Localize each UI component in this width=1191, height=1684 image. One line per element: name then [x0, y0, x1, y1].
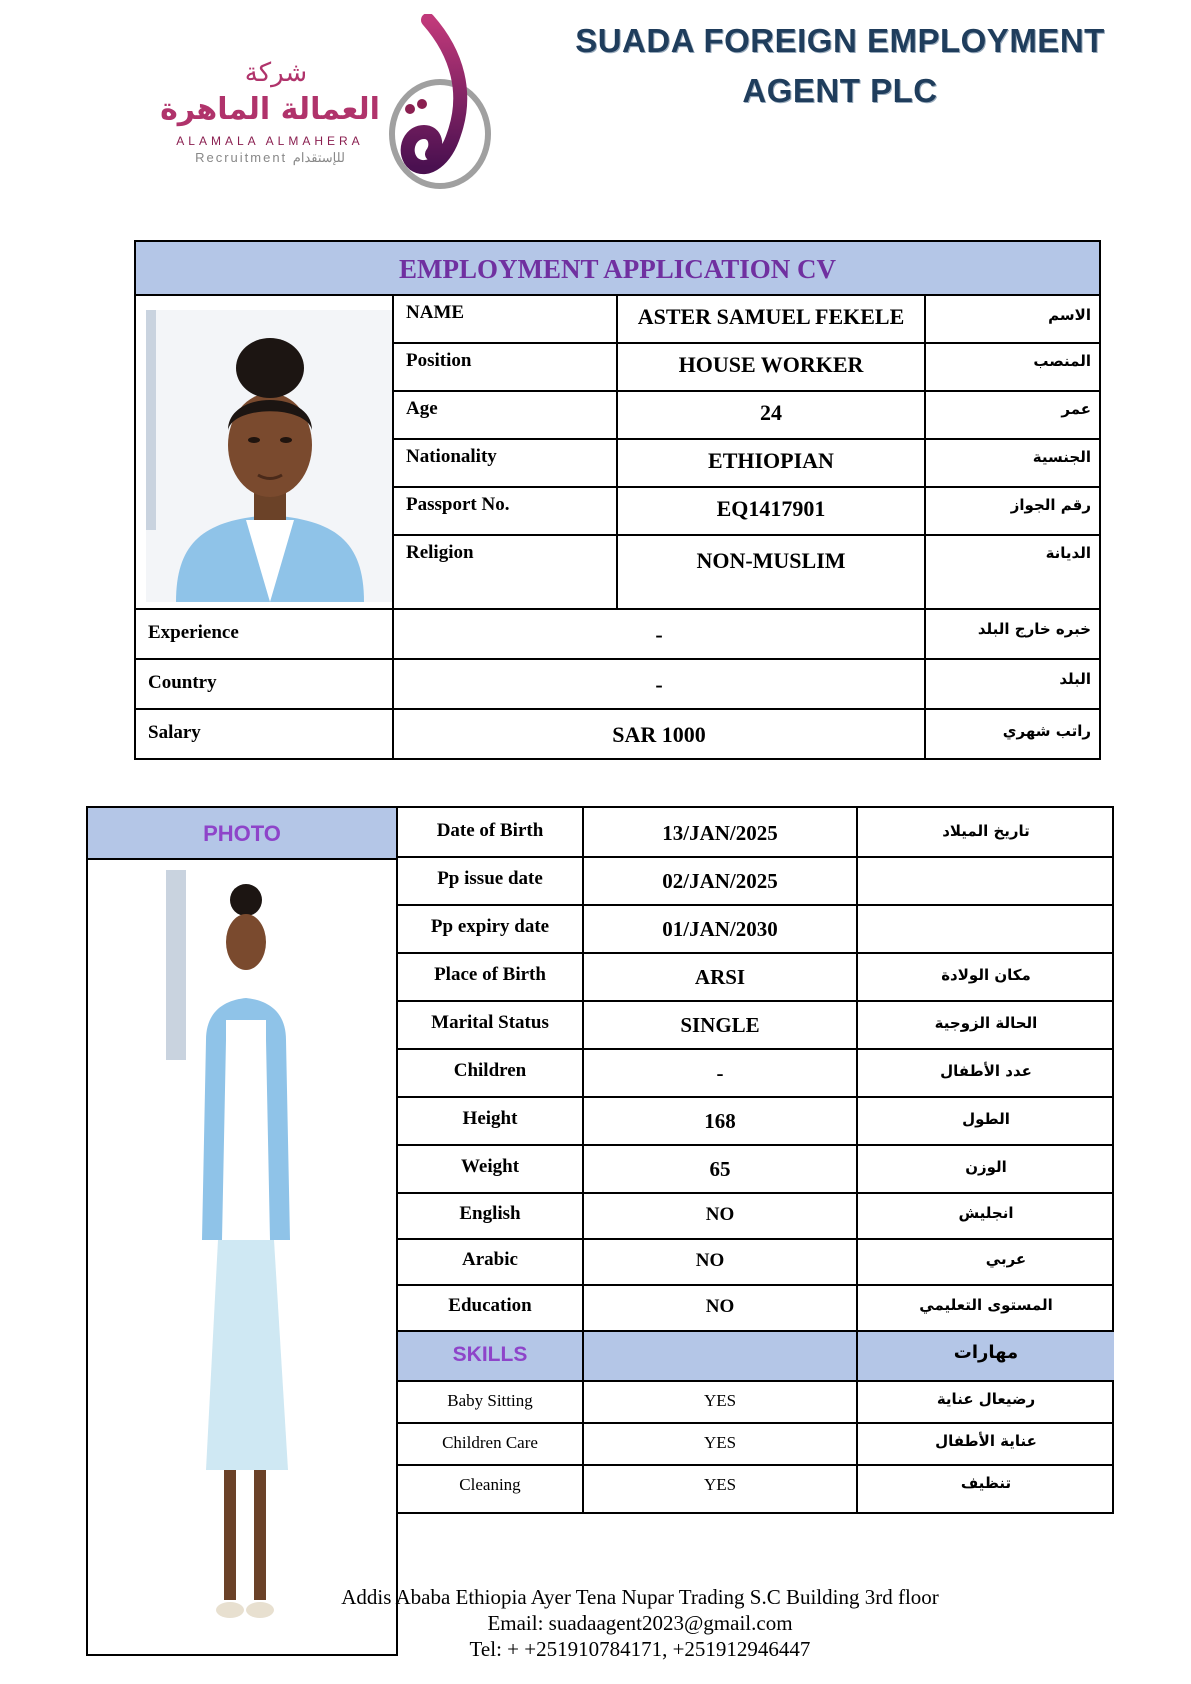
cv-summary-table [134, 240, 1101, 760]
details-table [398, 806, 1114, 1514]
religion-arabic: الديانة [1045, 544, 1091, 562]
place-of-birth-value: ARSI [694, 965, 746, 989]
logo-arabic-line2: العمالة الماهرة [160, 92, 380, 127]
dob-label: Date of Birth [436, 820, 544, 841]
skills-header-arabic: مهارات [953, 1342, 1019, 1363]
footer-phone: Tel: + +251910784171, +251912946447 [469, 1637, 811, 1661]
nationality-label: Nationality [406, 446, 497, 467]
country-arabic: البلد [1059, 670, 1091, 688]
passport-arabic: رقم الجواز [1010, 496, 1091, 514]
skills-header: SKILLS [452, 1343, 528, 1366]
english-arabic: انجليش [958, 1204, 1014, 1222]
age-label: Age [406, 398, 438, 419]
arabic-label: Arabic [462, 1249, 518, 1270]
education-value: NO [705, 1296, 735, 1317]
weight-arabic: الوزن [965, 1158, 1007, 1176]
details-section [86, 806, 1114, 1656]
place-of-birth-label: Place of Birth [434, 964, 546, 985]
marital-status-value: SINGLE [680, 1013, 760, 1037]
position-arabic: المنصب [1033, 352, 1091, 370]
weight-value: 65 [709, 1157, 731, 1181]
salary-label: Salary [148, 722, 201, 743]
skill-children-care-value: YES [703, 1433, 737, 1452]
company-name [570, 16, 1110, 116]
marital-status-label: Marital Status [431, 1012, 549, 1033]
skill-children-care-arabic: عناية الأطفال [935, 1432, 1037, 1450]
skill-children-care-label: Children Care [442, 1433, 538, 1452]
logo-arabic-line1: شركة [244, 58, 308, 88]
age-arabic: عمر [1061, 400, 1091, 418]
name-value: ASTER SAMUEL FEKELE [637, 304, 905, 329]
full-photo-box [86, 806, 398, 1656]
education-arabic: المستوى التعليمي [919, 1296, 1053, 1314]
photo-header: PHOTO [88, 808, 396, 860]
education-label: Education [448, 1295, 532, 1316]
company-name-line1: SUADA FOREIGN EMPLOYMENT [575, 22, 1105, 59]
nationality-arabic: الجنسية [1032, 448, 1091, 466]
arabic-value: NO [695, 1250, 725, 1271]
full-body-image-icon [166, 870, 316, 1650]
experience-arabic: خبره خارج البلد [977, 620, 1091, 638]
nationality-value: ETHIOPIAN [708, 448, 834, 473]
dob-arabic: تاريخ الميلاد [942, 822, 1030, 840]
children-value: - [716, 1061, 724, 1085]
pp-expiry-value: 01/JAN/2030 [662, 917, 778, 941]
arabic-arabic: عربي [985, 1250, 1027, 1268]
pp-issue-value: 02/JAN/2025 [662, 869, 778, 893]
portrait-image-icon [146, 310, 394, 602]
company-name-line2: AGENT PLC [742, 72, 938, 109]
pp-issue-label: Pp issue date [437, 868, 543, 889]
country-label: Country [148, 672, 217, 693]
skill-baby-sitting-arabic: رضيعال عناية [936, 1390, 1036, 1408]
english-value: NO [705, 1204, 735, 1225]
footer-address: Addis Ababa Ethiopia Ayer Tena Nupar Trading S.C Building 3rd floor [341, 1585, 939, 1609]
age-value: 24 [760, 400, 782, 425]
salary-arabic: راتب شهري [1002, 722, 1091, 740]
skill-cleaning-arabic: تنظيف [960, 1474, 1012, 1492]
place-of-birth-arabic: مكان الولادة [941, 966, 1031, 984]
cv-title: EMPLOYMENT APPLICATION CV [136, 242, 1099, 296]
salary-value: SAR 1000 [612, 722, 706, 747]
experience-value: - [655, 622, 663, 647]
weight-label: Weight [460, 1156, 520, 1177]
position-value: HOUSE WORKER [678, 352, 864, 377]
full-body-photo [166, 870, 316, 1650]
height-arabic: الطول [962, 1110, 1010, 1128]
children-label: Children [453, 1060, 527, 1081]
footer-contact [250, 1584, 1030, 1662]
position-label: Position [406, 350, 472, 371]
passport-label: Passport No. [406, 494, 510, 515]
religion-label: Religion [406, 542, 474, 563]
marital-status-arabic: الحالة الزوجية [934, 1014, 1038, 1032]
name-arabic: الاسم [1048, 306, 1091, 324]
portrait-photo [146, 310, 394, 602]
pp-expiry-label: Pp expiry date [430, 916, 550, 937]
height-value: 168 [704, 1109, 736, 1133]
children-arabic: عدد الأطفال [940, 1062, 1032, 1080]
skill-cleaning-label: Cleaning [459, 1475, 521, 1494]
logo-latin: ALAMALA ALMAHERA [176, 134, 364, 148]
logo-emblem-icon [388, 14, 508, 192]
skill-baby-sitting-value: YES [703, 1391, 737, 1410]
skill-baby-sitting-label: Baby Sitting [447, 1391, 533, 1410]
logo-subtitle: Recruitment للإستقدام [195, 150, 345, 165]
footer-email: Email: suadaagent2023@gmail.com [487, 1611, 793, 1635]
experience-label: Experience [148, 622, 239, 643]
passport-value: EQ1417901 [716, 496, 826, 521]
height-label: Height [462, 1108, 518, 1129]
dob-value: 13/JAN/2025 [662, 821, 778, 845]
skill-cleaning-value: YES [703, 1475, 737, 1494]
religion-value: NON-MUSLIM [696, 548, 846, 573]
english-label: English [459, 1203, 521, 1224]
country-value: - [655, 672, 663, 697]
name-label: NAME [406, 302, 465, 323]
